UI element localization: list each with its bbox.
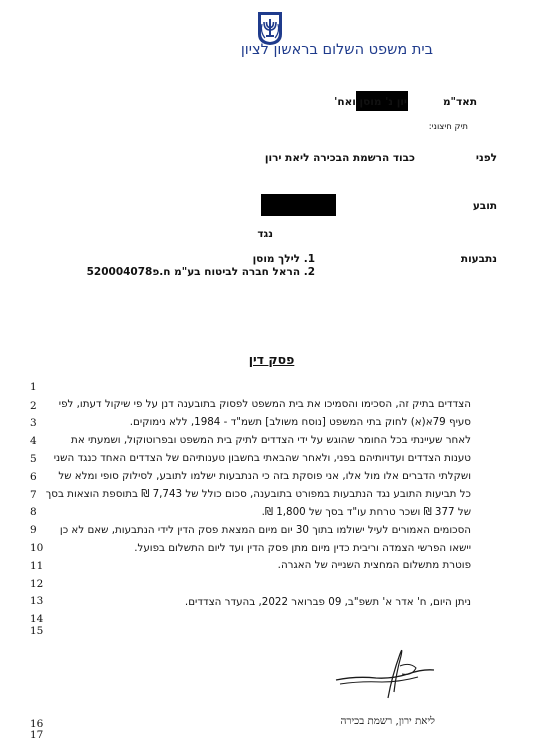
verdict-line: סעיף 79א(א) לחוק בתי המשפט [נוסח משולב] תשמ"ד - 1984, ללא נימוקים. (129, 416, 471, 428)
line-number: 5 (30, 453, 37, 465)
verdict-line: לאחר שעיינתי בכל החומר שהוגש על ידי הצדדים לתיק בית המשפט ובפרוטוקול, ושמעתי את (71, 434, 471, 446)
verdict-line: פוטרת מתשלום המחצית השנייה של האגרה. (277, 559, 471, 571)
verdict-line: הסכומים האמורים לעיל ישולמו בתוך 30 יום מיום המצאת פסק הדין לידי הנתבעות, שאם לא כן (59, 524, 471, 536)
line-number: 14 (30, 613, 44, 625)
verdict-line: כל תביעות התובע נגד הנתבעות במפורט בתובענה, סכום כולל של 7,743 ₪ בתוספת הוצאות בסך (45, 488, 471, 500)
case-prefix: תאד"מ (442, 96, 477, 108)
line-number: 3 (30, 417, 37, 429)
signatory-name: ליאת ירון, רשמת בכירה (340, 715, 435, 727)
verdict-line: הצדדים בתיק זה, הסכימו והסמיכו את בית המשפט לפסוק בתובענה דנן על פי שיקול דעתו, לפי (58, 398, 471, 410)
line-number: 13 (30, 595, 44, 607)
line-number: 9 (30, 524, 37, 536)
line-number: 6 (30, 471, 37, 483)
verdict-line: של 377 ₪ ושכר טרחת עו"ד בסך של 1,800 ₪. (261, 506, 471, 518)
handwritten-signature-icon (330, 636, 440, 706)
versus-label: נגד (257, 228, 273, 240)
line-number: 7 (30, 489, 37, 501)
case-title: יון נ' מוסן ואח' (334, 96, 407, 108)
verdict-line: יישאו הפרשי הצמדה וריבית כדין מיום מתן פסק הדין ועד ליום התשלום בפועל. (134, 542, 471, 554)
line-number: 17 (30, 729, 44, 741)
line-number: 1 (30, 381, 37, 393)
defendant-2: 2. הראל חברה לביטוח בע"מ ח.פ520004078 (86, 266, 315, 278)
state-emblem-icon (256, 10, 284, 46)
plaintiff-label: תובע (472, 200, 497, 212)
judge-label: לפני (475, 152, 497, 164)
judge-name: כבוד הרשמת הבכירה ליאת ירון (264, 152, 415, 164)
line-number: 16 (30, 718, 44, 730)
verdict-line: ושקלתי הדברים אלו מול אלו, אני פוסקת בזה כי הנתבעות ישלמו לתובע, לסילוק סופי ומלא של (58, 470, 471, 482)
defendants-label: נתבעות (460, 253, 497, 265)
court-name: בית משפט השלום בראשון לציון (240, 42, 433, 58)
related-case-label: תיק חיצוני: (428, 122, 468, 132)
line-number: 8 (30, 506, 37, 518)
line-number: 15 (30, 625, 44, 637)
plaintiff-name-redaction (261, 194, 336, 216)
defendant-1: 1. לילך מוסן (252, 253, 315, 265)
line-number: 4 (30, 435, 37, 447)
line-number: 10 (30, 542, 44, 554)
given-date-line: ניתן היום, ח' אדר א' תשפ"ב, 09 פברואר 2022, בהעדר הצדדים. (184, 596, 471, 608)
line-number: 11 (30, 560, 44, 572)
verdict-line: טענות הצדדים ועדויותיהם בפני, ולאחר שהבאתי בחשבון טענותיהם של הצדדים האחד כנגד השני (53, 452, 471, 464)
verdict-title: פסק דין (248, 352, 295, 367)
line-number: 12 (30, 578, 44, 590)
line-number: 2 (30, 400, 37, 412)
